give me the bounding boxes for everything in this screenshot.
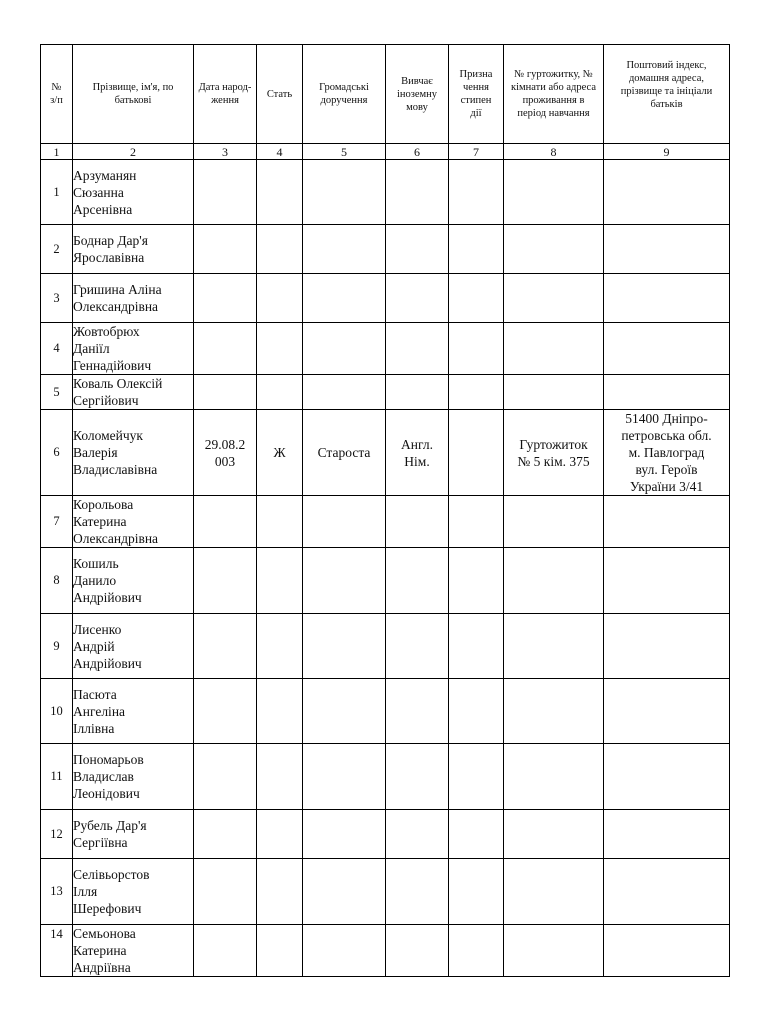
table-row — [41, 679, 730, 744]
gender-cell — [257, 859, 303, 925]
public-duties-cell — [303, 548, 386, 614]
birth-date-cell: 29.08.2 003 — [194, 410, 257, 496]
table-row — [41, 810, 730, 859]
home-address-cell — [604, 614, 730, 679]
dormitory-cell — [504, 744, 604, 810]
row-number: 3 — [41, 274, 73, 323]
dormitory-cell — [504, 496, 604, 548]
student-name: Жовтобрюх Даніїл Геннадійович — [73, 323, 194, 375]
student-name: Рубель Дар'я Сергіївна — [73, 810, 194, 859]
birth-date-cell — [194, 925, 257, 977]
student-name: Корольова Катерина Олександрівна — [73, 496, 194, 548]
table-row — [41, 744, 730, 810]
row-number: 11 — [41, 744, 73, 810]
header-num: № з/п — [41, 45, 73, 144]
birth-date-cell — [194, 859, 257, 925]
birth-date-cell — [194, 614, 257, 679]
dormitory-cell — [504, 614, 604, 679]
gender-cell — [257, 744, 303, 810]
gender-cell — [257, 679, 303, 744]
scholarship-cell — [449, 410, 504, 496]
foreign-language-cell — [386, 925, 449, 977]
row-number: 6 — [41, 410, 73, 496]
public-duties-cell — [303, 810, 386, 859]
foreign-language-cell — [386, 679, 449, 744]
student-name: Семьонова Катерина Андріївна — [73, 925, 194, 977]
row-number: 13 — [41, 859, 73, 925]
foreign-language-cell — [386, 225, 449, 274]
student-name: Гришина Аліна Олександрівна — [73, 274, 194, 323]
scholarship-cell — [449, 160, 504, 225]
home-address-cell — [604, 810, 730, 859]
row-number: 14 — [41, 925, 73, 977]
column-number: 5 — [303, 144, 386, 160]
student-name: Пасюта Ангеліна Іллівна — [73, 679, 194, 744]
column-number: 7 — [449, 144, 504, 160]
dormitory-cell: Гуртожиток № 5 кім. 375 — [504, 410, 604, 496]
home-address-cell — [604, 925, 730, 977]
foreign-language-cell — [386, 614, 449, 679]
home-address-cell — [604, 274, 730, 323]
public-duties-cell — [303, 496, 386, 548]
dormitory-cell — [504, 679, 604, 744]
gender-cell — [257, 323, 303, 375]
dormitory-cell — [504, 375, 604, 410]
student-name: Селівьорстов Ілля Шерефович — [73, 859, 194, 925]
column-number: 1 — [41, 144, 73, 160]
scholarship-cell — [449, 614, 504, 679]
foreign-language-cell: Англ. Нім. — [386, 410, 449, 496]
dormitory-cell — [504, 548, 604, 614]
header-row — [41, 45, 730, 144]
table-row — [41, 274, 730, 323]
header-scholarship: Призна чення стипен дії — [449, 45, 504, 144]
table-row — [41, 614, 730, 679]
home-address-cell — [604, 548, 730, 614]
home-address-cell — [604, 679, 730, 744]
dormitory-cell — [504, 859, 604, 925]
public-duties-cell — [303, 925, 386, 977]
scholarship-cell — [449, 859, 504, 925]
gender-cell — [257, 274, 303, 323]
row-number: 1 — [41, 160, 73, 225]
row-number: 10 — [41, 679, 73, 744]
home-address-cell: 51400 Дніпро- петровська обл. м. Павлоград вул. Героїв України 3/41 — [604, 410, 730, 496]
birth-date-cell — [194, 548, 257, 614]
row-number: 12 — [41, 810, 73, 859]
public-duties-cell — [303, 274, 386, 323]
foreign-language-cell — [386, 744, 449, 810]
column-number: 4 — [257, 144, 303, 160]
table-row — [41, 496, 730, 548]
foreign-language-cell — [386, 810, 449, 859]
public-duties-cell: Староста — [303, 410, 386, 496]
column-number: 6 — [386, 144, 449, 160]
scholarship-cell — [449, 810, 504, 859]
student-name: Арзуманян Сюзанна Арсенівна — [73, 160, 194, 225]
row-number: 7 — [41, 496, 73, 548]
student-name: Кошиль Данило Андрійович — [73, 548, 194, 614]
row-number: 5 — [41, 375, 73, 410]
birth-date-cell — [194, 744, 257, 810]
table-row — [41, 160, 730, 225]
scholarship-cell — [449, 375, 504, 410]
row-number: 8 — [41, 548, 73, 614]
foreign-language-cell — [386, 323, 449, 375]
dormitory-cell — [504, 323, 604, 375]
foreign-language-cell — [386, 548, 449, 614]
scholarship-cell — [449, 496, 504, 548]
student-name: Коваль Олексій Сергійович — [73, 375, 194, 410]
foreign-language-cell — [386, 274, 449, 323]
home-address-cell — [604, 859, 730, 925]
gender-cell: Ж — [257, 410, 303, 496]
gender-cell — [257, 614, 303, 679]
public-duties-cell — [303, 614, 386, 679]
home-address-cell — [604, 496, 730, 548]
public-duties-cell — [303, 744, 386, 810]
student-register-table — [40, 44, 730, 977]
row-number: 4 — [41, 323, 73, 375]
public-duties-cell — [303, 375, 386, 410]
foreign-language-cell — [386, 496, 449, 548]
table-row — [41, 375, 730, 410]
public-duties-cell — [303, 323, 386, 375]
header-dormitory: № гуртожитку, № кімнати або адреса проживання в період навчання — [504, 45, 604, 144]
scholarship-cell — [449, 744, 504, 810]
header-birth-date: Дата народ- ження — [194, 45, 257, 144]
row-number: 9 — [41, 614, 73, 679]
gender-cell — [257, 810, 303, 859]
home-address-cell — [604, 225, 730, 274]
scholarship-cell — [449, 323, 504, 375]
student-rows — [41, 160, 730, 977]
birth-date-cell — [194, 225, 257, 274]
table-row — [41, 548, 730, 614]
foreign-language-cell — [386, 859, 449, 925]
scholarship-cell — [449, 225, 504, 274]
student-name: Коломейчук Валерія Владиславівна — [73, 410, 194, 496]
gender-cell — [257, 548, 303, 614]
dormitory-cell — [504, 810, 604, 859]
column-number: 8 — [504, 144, 604, 160]
scholarship-cell — [449, 548, 504, 614]
gender-cell — [257, 160, 303, 225]
public-duties-cell — [303, 859, 386, 925]
public-duties-cell — [303, 679, 386, 744]
birth-date-cell — [194, 810, 257, 859]
home-address-cell — [604, 375, 730, 410]
scholarship-cell — [449, 274, 504, 323]
header-home-address: Поштовий індекс, домашня адреса, прізвище та ініціали батьків — [604, 45, 730, 144]
gender-cell — [257, 925, 303, 977]
gender-cell — [257, 496, 303, 548]
birth-date-cell — [194, 323, 257, 375]
foreign-language-cell — [386, 375, 449, 410]
gender-cell — [257, 225, 303, 274]
column-number: 3 — [194, 144, 257, 160]
public-duties-cell — [303, 225, 386, 274]
gender-cell — [257, 375, 303, 410]
dormitory-cell — [504, 925, 604, 977]
header-foreign-language: Вивчає іноземну мову — [386, 45, 449, 144]
header-public-duties: Громадські доручення — [303, 45, 386, 144]
birth-date-cell — [194, 496, 257, 548]
home-address-cell — [604, 323, 730, 375]
column-number: 2 — [73, 144, 194, 160]
student-name: Лисенко Андрій Андрійович — [73, 614, 194, 679]
dormitory-cell — [504, 225, 604, 274]
birth-date-cell — [194, 375, 257, 410]
header-gender: Стать — [257, 45, 303, 144]
birth-date-cell — [194, 274, 257, 323]
dormitory-cell — [504, 160, 604, 225]
table-row — [41, 410, 730, 496]
column-number-row — [41, 144, 730, 160]
foreign-language-cell — [386, 160, 449, 225]
home-address-cell — [604, 744, 730, 810]
birth-date-cell — [194, 160, 257, 225]
table-row — [41, 925, 730, 977]
scholarship-cell — [449, 925, 504, 977]
table-row — [41, 225, 730, 274]
header-name: Прізвище, ім'я, по батькові — [73, 45, 194, 144]
student-name: Боднар Дар'я Ярославівна — [73, 225, 194, 274]
public-duties-cell — [303, 160, 386, 225]
student-name: Пономарьов Владислав Леонідович — [73, 744, 194, 810]
scholarship-cell — [449, 679, 504, 744]
table-row — [41, 323, 730, 375]
column-number: 9 — [604, 144, 730, 160]
dormitory-cell — [504, 274, 604, 323]
birth-date-cell — [194, 679, 257, 744]
table-row — [41, 859, 730, 925]
home-address-cell — [604, 160, 730, 225]
row-number: 2 — [41, 225, 73, 274]
